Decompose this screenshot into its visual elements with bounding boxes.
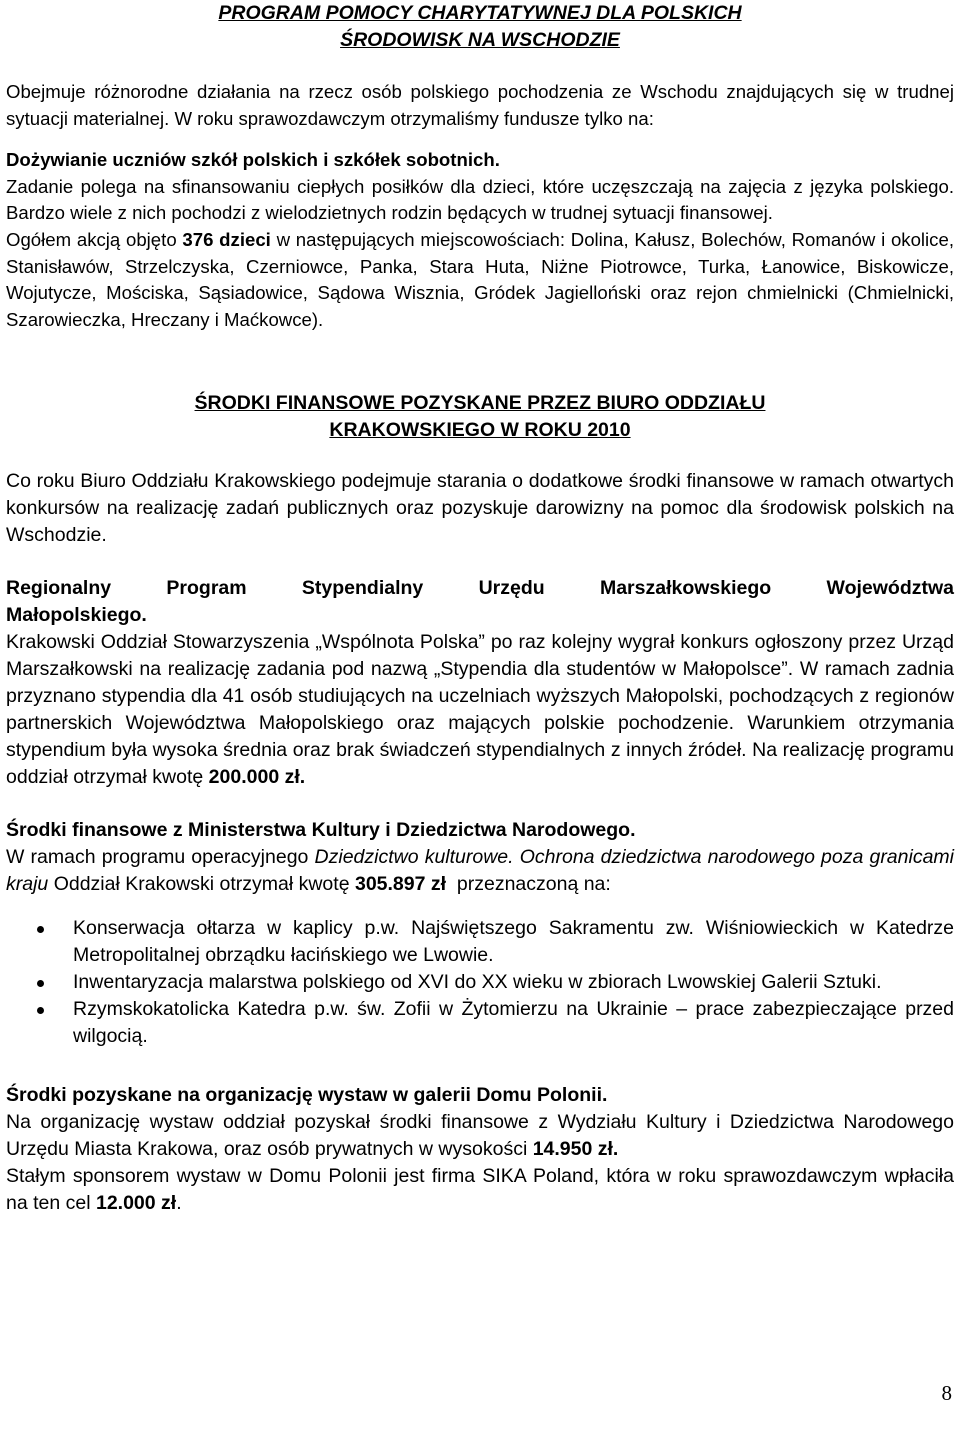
page-title <box>6 0 954 54</box>
regional-heading-line-2: Małopolskiego. <box>6 604 147 627</box>
meals-heading: Dożywianie uczniów szkół polskich i szkółek sobotnich. <box>6 149 500 171</box>
ministry-text-2: Oddział Krakowski otrzymał kwotę <box>48 873 355 896</box>
bullet-icon <box>37 926 44 933</box>
ministry-text-1: W ramach programu operacyjnego <box>6 846 315 869</box>
list-item <box>6 969 954 996</box>
page-number: 8 <box>941 1381 952 1405</box>
funding-intro: Co roku Biuro Oddziału Krakowskiego podejmuje starania o dodatkowe środki finansowe w ramach otwartych konkursów na realizację zadań publicznych oraz pozyskuje darowizny na pomoc dla środowisk polskich na Wschodzie. <box>6 470 954 547</box>
regional-heading-line-1: Regionalny Program Stypendialny Urzędu Marszałkowskiego Województwa <box>6 577 954 600</box>
list-item-text: Inwentaryzacja malarstwa polskiego od XVI do XX wieku w zbiorach Lwowskiej Galerii Sztuki. <box>73 971 882 994</box>
list-item <box>6 996 954 1050</box>
locations-text-after: w następujących miejscowościach: Dolina, Kałusz, Bolechów, Romanów i okolice, Stanisławów, Strzelczyska, Czerniowce, Panka, Stara Huta, Niżne Piotrowce, Turka, Łanowice, Biskowicze, Wojutycze, Mościska, Sąsiadowice, Sądowa Wisznia, Gródek Jagielloński oraz rejon chmielnicki (Chmielnicki, Szarowieczka, Hreczany i Maćkowce). <box>6 228 954 330</box>
exhibitions-text-1: Na organizację wystaw oddział pozyskał środki finansowe z Wydziału Kultury i Dziedzictwa Narodowego Urzędu Miasta Krakowa, oraz osób prywatnych w wysokości <box>6 1111 954 1161</box>
ministry-heading: Środki finansowe z Ministerstwa Kultury i Dziedzictwa Narodowego. <box>6 819 636 842</box>
funding-title-line-1: ŚRODKI FINANSOWE POZYSKANE PRZEZ BIURO ODDZIAŁU <box>194 392 766 415</box>
funding-section-title <box>6 390 954 444</box>
exhibitions-heading: Środki pozyskane na organizację wystaw w galerii Domu Polonii. <box>6 1084 608 1107</box>
bullet-icon <box>37 980 44 987</box>
exhibitions-amount-2: 12.000 zł <box>95 1192 177 1215</box>
bullet-icon <box>37 1007 44 1014</box>
ministry-items-list <box>6 915 954 1050</box>
ministry-text-3: przeznaczoną na: <box>446 873 611 896</box>
document-page <box>6 0 954 1217</box>
title-line-1: PROGRAM POMOCY CHARYTATYWNEJ DLA POLSKICH <box>218 2 742 24</box>
locations-text-before: Ogółem akcją objęto <box>6 228 183 250</box>
ministry-block <box>6 817 954 1050</box>
exhibitions-amount-1: 14.950 zł. <box>532 1138 619 1161</box>
charity-section <box>6 79 954 333</box>
meals-paragraph: Zadanie polega na sfinansowaniu ciepłych posiłków dla dzieci, które uczęszczają na zajęcia z języka polskiego. Bardzo wiele z nich pochodzi z wielodzietnych rodzin będących w trudnej sytuacji finansowej. <box>6 175 954 224</box>
title-line-2: ŚRODOWISK NA WSCHODZIE <box>340 29 620 51</box>
list-item <box>6 915 954 969</box>
meals-locations-paragraph <box>6 227 954 333</box>
exhibitions-text-2: Stałym sponsorem wystaw w Domu Polonii jest firma SIKA Poland, która w roku sprawozdawczym wpłaciła na ten cel <box>6 1165 954 1215</box>
ministry-paragraph <box>6 844 954 898</box>
children-count: 376 dzieci <box>182 228 271 250</box>
regional-text: Krakowski Oddział Stowarzyszenia „Wspólnota Polska” po raz kolejny wygrał konkurs ogłoszony przez Urząd Marszałkowski na realizację zadania pod nazwą „Stypendia dla studentów w Małopolsce”. W ramach zadnia przyznano stypendia dla 41 osób studiujących na uczelniach wyższych Małopolski, pochodzących z regionów partnerskich Województwa Małopolskiego oraz mających polskie pochodzenie. Warunkiem otrzymania stypendium była wysoka średnia oraz brak świadczeń stypendialnych z innych źródeł. Na realizację programu oddział otrzymał kwotę <box>6 631 954 789</box>
list-item-text: Konserwacja ołtarza w kaplicy p.w. Najświętszego Sakramentu zw. Wiśniowieckich w Katedrze Metropolitalnej obrządku łacińskiego we Lwowie. <box>73 917 954 967</box>
exhibitions-paragraph-2 <box>6 1163 954 1217</box>
exhibitions-paragraph-1 <box>6 1109 954 1163</box>
exhibitions-block <box>6 1082 954 1217</box>
funding-title-line-2: KRAKOWSKIEGO W ROKU 2010 <box>329 419 631 442</box>
charity-intro: Obejmuje różnorodne działania na rzecz osób polskiego pochodzenia ze Wschodu znajdujących się w trudnej sytuacji materialnej. W roku sprawozdawczym otrzymaliśmy fundusze tylko na: <box>6 81 954 129</box>
exhibitions-text-end: . <box>176 1192 182 1215</box>
regional-program-block <box>6 575 954 791</box>
ministry-amount: 305.897 zł <box>354 873 447 896</box>
ministry-program-name: Dziedzictwo kulturowe. Ochrona dziedzictwa narodowego poza granicami kraju <box>6 846 955 896</box>
regional-amount: 200.000 zł. <box>208 766 306 789</box>
list-item-text: Rzymskokatolicka Katedra p.w. św. Zofii w Żytomierzu na Ukrainie – prace zabezpieczające przed wilgocią. <box>73 998 954 1048</box>
regional-paragraph <box>6 629 954 791</box>
